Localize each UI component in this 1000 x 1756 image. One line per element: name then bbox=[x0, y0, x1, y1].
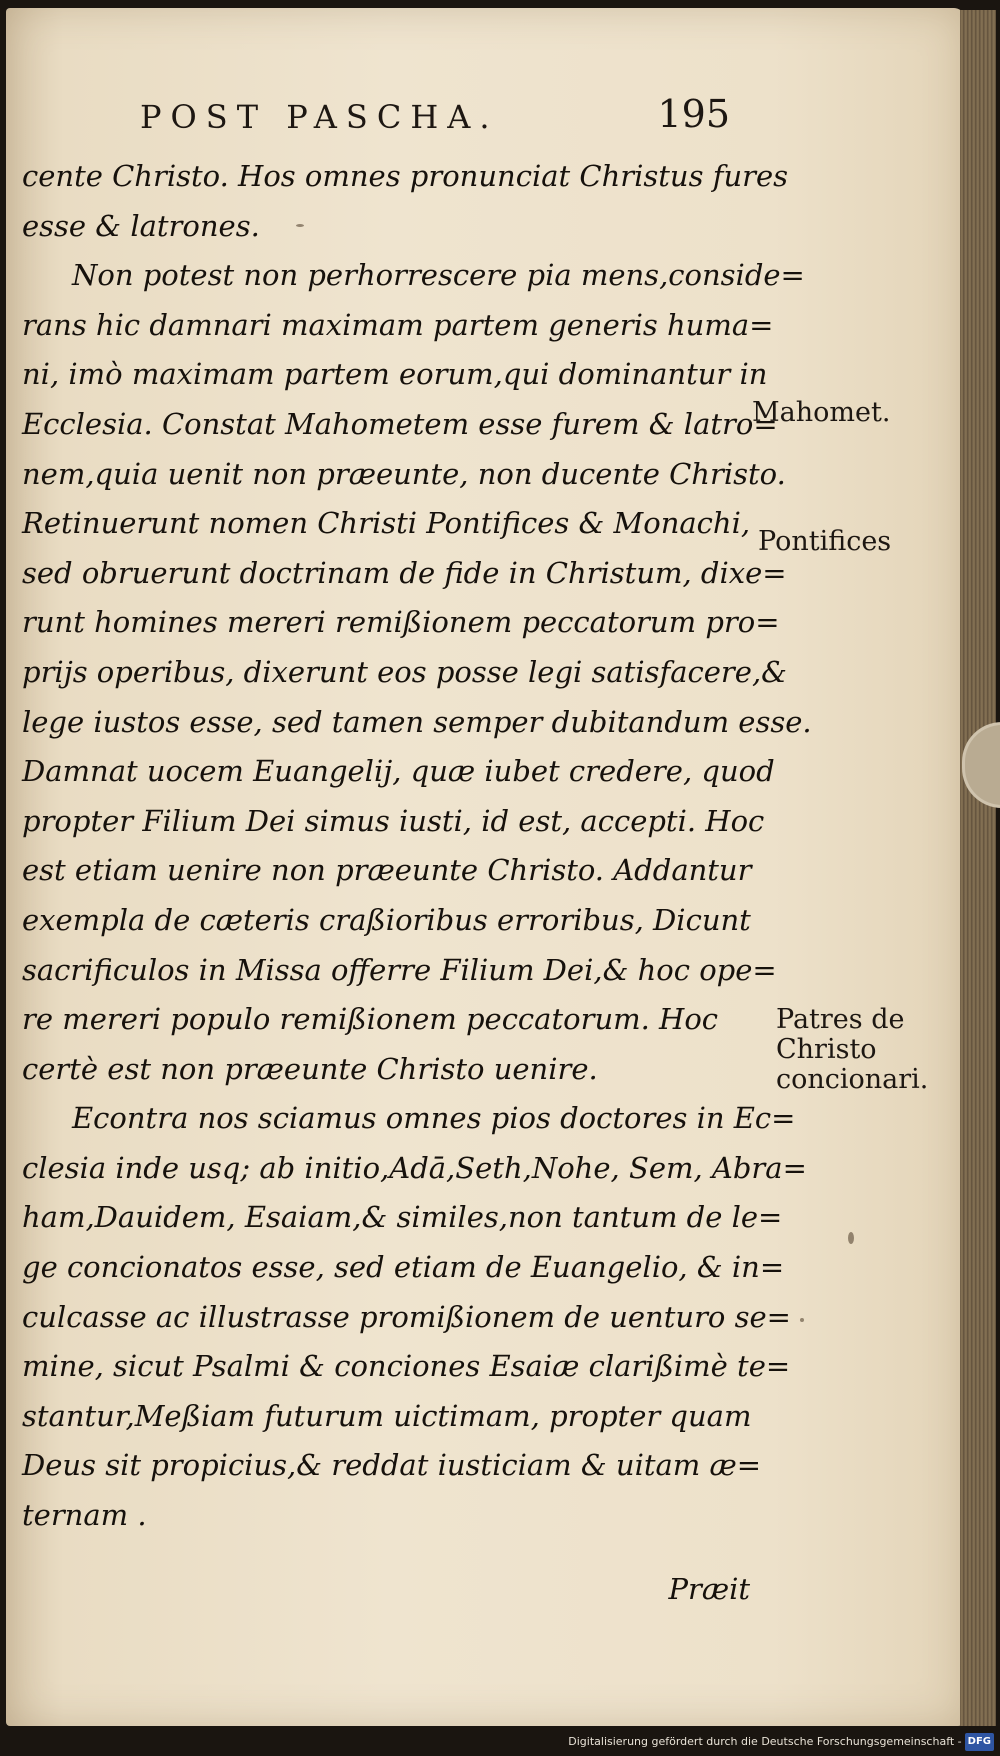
text-line: runt homines mereri remißionem peccatorum pro= bbox=[22, 605, 780, 640]
margin-note-patres-line3: concionari. bbox=[776, 1064, 929, 1095]
text-line: prijs operibus, dixerunt eos posse legi satisfacere,& bbox=[22, 654, 787, 689]
catchword: Præit bbox=[668, 1571, 750, 1606]
text-line: ni, imò maximam partem eorum,qui dominantur in bbox=[22, 357, 768, 392]
text-line: est etiam uenire non præeunte Christo. Addantur bbox=[22, 853, 752, 888]
text-line: ternam . bbox=[22, 1498, 147, 1533]
page-edges bbox=[960, 10, 996, 1726]
text-line: sed obruerunt doctrinam de fide in Christum, dixe= bbox=[22, 555, 787, 590]
text-line: nem,quia uenit non præeunte, non ducente Christo. bbox=[22, 456, 786, 491]
ink-speck bbox=[800, 1318, 804, 1322]
text-line: culcasse ac illustrasse promißionem de uenturo se= bbox=[22, 1299, 791, 1334]
ink-speck bbox=[848, 1232, 854, 1244]
text-line: Econtra nos sciamus omnes pios doctores in Ec= bbox=[72, 1101, 796, 1136]
text-line: certè est non præeunte Christo uenire. bbox=[22, 1051, 598, 1086]
text-line: lege iustos esse, sed tamen semper dubitandum esse. bbox=[22, 704, 812, 739]
text-line: sacrificulos in Missa offerre Filium Dei,& hoc ope= bbox=[22, 952, 777, 987]
text-line: clesia inde usq; ab initio,Adā,Seth,Nohe, Sem, Abra= bbox=[22, 1150, 807, 1185]
text-line: rans hic damnari maximam partem generis huma= bbox=[22, 307, 774, 342]
margin-note-pontifices: Pontifices bbox=[758, 526, 892, 557]
dfg-logo: DFG bbox=[965, 1733, 994, 1751]
page-header bbox=[140, 92, 760, 146]
body-text bbox=[22, 152, 812, 1614]
credit-text: Digitalisierung gefördert durch die Deutsche Forschungsgemeinschaft - bbox=[568, 1735, 962, 1748]
text-line: Ecclesia. Constat Mahometem esse furem & latro= bbox=[22, 406, 778, 441]
digitization-credit bbox=[568, 1733, 994, 1751]
page-number: 195 bbox=[657, 92, 730, 136]
margin-note-patres-line1: Patres de bbox=[776, 1004, 905, 1035]
text-line: esse & latrones. bbox=[22, 208, 260, 243]
ink-speck bbox=[296, 224, 304, 227]
text-line: exempla de cæteris craßioribus erroribus, Dicunt bbox=[22, 902, 751, 937]
text-line: Damnat uocem Euangelij, quæ iubet credere, quod bbox=[22, 754, 775, 789]
margin-note-mahomet: Mahomet. bbox=[752, 397, 891, 428]
text-line: re mereri populo remißionem peccatorum. Hoc bbox=[22, 1002, 719, 1037]
text-line: ge concionatos esse, sed etiam de Euangelio, & in= bbox=[22, 1250, 785, 1285]
text-line: stantur,Meßiam futurum uictimam, propter quam bbox=[22, 1398, 752, 1433]
text-line: Retinuerunt nomen Christi Pontifices & Monachi, bbox=[22, 506, 751, 541]
text-line: cente Christo. Hos omnes pronunciat Christus fures bbox=[22, 159, 789, 193]
text-line: mine, sicut Psalmi & conciones Esaiæ clarißimè te= bbox=[22, 1349, 791, 1384]
text-line: ham,Dauidem, Esaiam,& similes,non tantum de le= bbox=[22, 1200, 783, 1235]
text-line: propter Filium Dei simus iusti, id est, accepti. Hoc bbox=[22, 803, 765, 838]
text-line: Deus sit propicius,& reddat iusticiam & uitam æ= bbox=[22, 1448, 762, 1483]
margin-note-patres-line2: Christo bbox=[776, 1034, 877, 1065]
margin-note-patres bbox=[776, 1005, 936, 1095]
text-line: Non potest non perhorrescere pia mens,conside= bbox=[72, 258, 805, 293]
running-head: POST PASCHA. bbox=[140, 98, 499, 136]
